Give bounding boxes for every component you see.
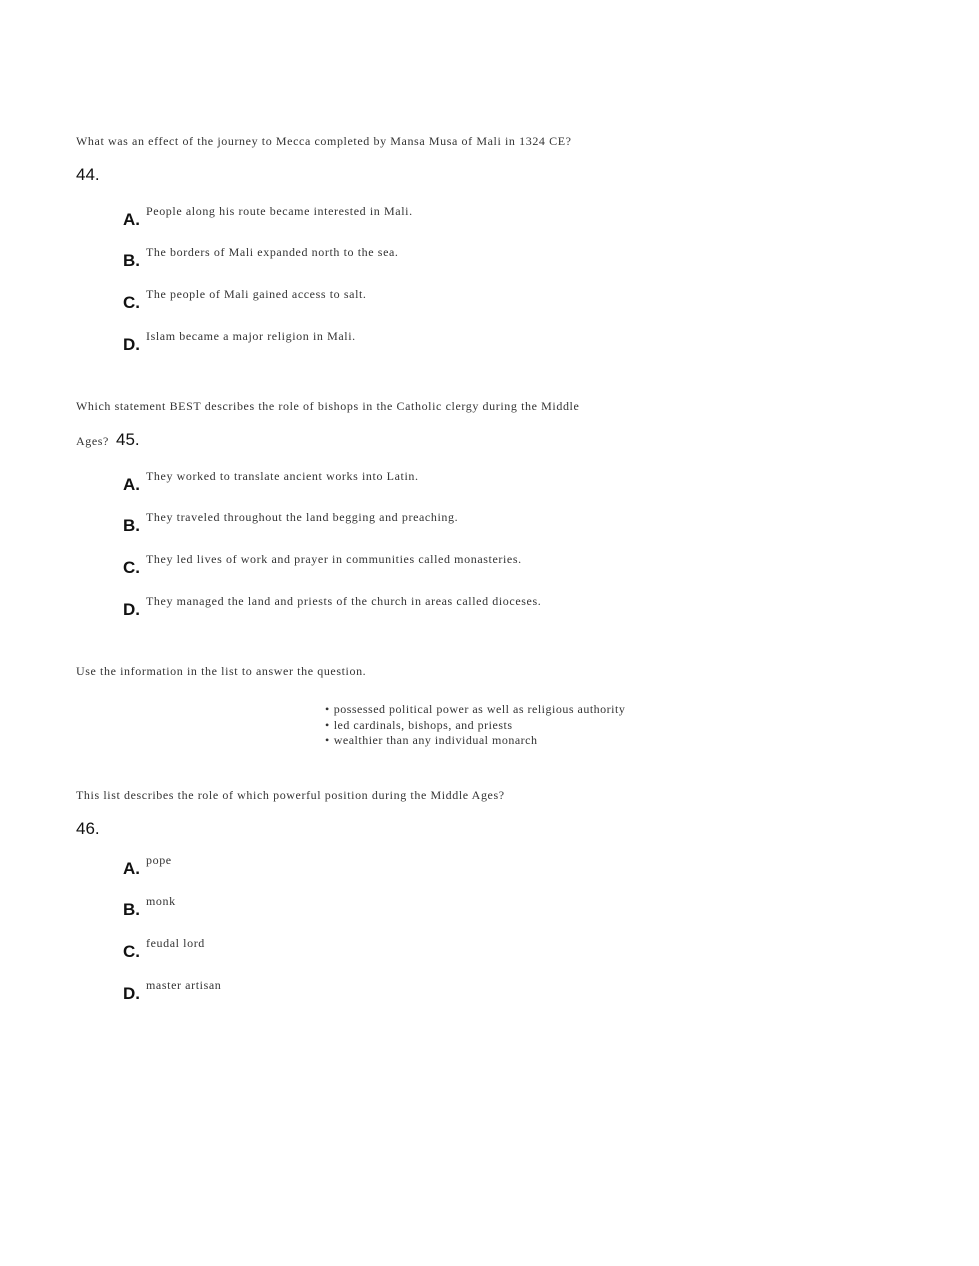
- bullet-icon: •: [325, 717, 330, 732]
- option-text: They traveled throughout the land begging and preaching.: [146, 510, 459, 524]
- list-item: • led cardinals, bishops, and priests: [325, 717, 513, 732]
- question-44-stem: What was an effect of the journey to Mecca completed by Mansa Musa of Mali in 1324 CE?: [76, 134, 572, 148]
- option-text: They worked to translate ancient works into Latin.: [146, 469, 419, 483]
- option-text: Islam became a major religion in Mali.: [146, 329, 356, 343]
- bullet-icon: •: [325, 733, 330, 747]
- question-45-stem-line2: Ages?: [76, 434, 109, 448]
- question-44-number: 44.: [76, 165, 100, 184]
- option-letter: A.: [123, 475, 140, 494]
- option-letter: D.: [123, 600, 140, 619]
- option-letter: C.: [123, 558, 140, 577]
- option-letter: B.: [123, 251, 140, 270]
- option-letter: D.: [123, 984, 140, 1003]
- option-text: The people of Mali gained access to salt.: [146, 287, 367, 301]
- option-letter: D.: [123, 335, 140, 354]
- option-text: People along his route became interested in Mali.: [146, 204, 413, 218]
- list-item: • possessed political power as well as religious authority: [325, 702, 626, 716]
- option-text: They led lives of work and prayer in communities called monasteries.: [146, 552, 522, 566]
- option-letter: A.: [123, 210, 140, 229]
- option-letter: B.: [123, 516, 140, 535]
- bullet-icon: •: [325, 702, 330, 716]
- question-46-intro: Use the information in the list to answer the question.: [76, 664, 367, 678]
- question-45-stem-line1: Which statement BEST describes the role of bishops in the Catholic clergy during the Middle: [76, 399, 580, 413]
- option-text: feudal lord: [146, 936, 205, 950]
- question-46-number: 46.: [76, 819, 100, 838]
- option-letter: C.: [123, 293, 140, 312]
- option-text: The borders of Mali expanded north to the sea.: [146, 245, 399, 259]
- question-46-stem: This list describes the role of which powerful position during the Middle Ages?: [76, 788, 505, 802]
- option-text: monk: [146, 894, 176, 908]
- option-letter: B.: [123, 900, 140, 919]
- option-letter: A.: [123, 859, 140, 878]
- option-letter: C.: [123, 942, 140, 961]
- question-45-number: 45.: [116, 430, 140, 449]
- option-text: They managed the land and priests of the church in areas called dioceses.: [146, 594, 542, 608]
- option-text: master artisan: [146, 978, 222, 992]
- option-text: pope: [146, 853, 172, 867]
- list-item: • wealthier than any individual monarch: [325, 733, 538, 747]
- info-list: [325, 702, 670, 749]
